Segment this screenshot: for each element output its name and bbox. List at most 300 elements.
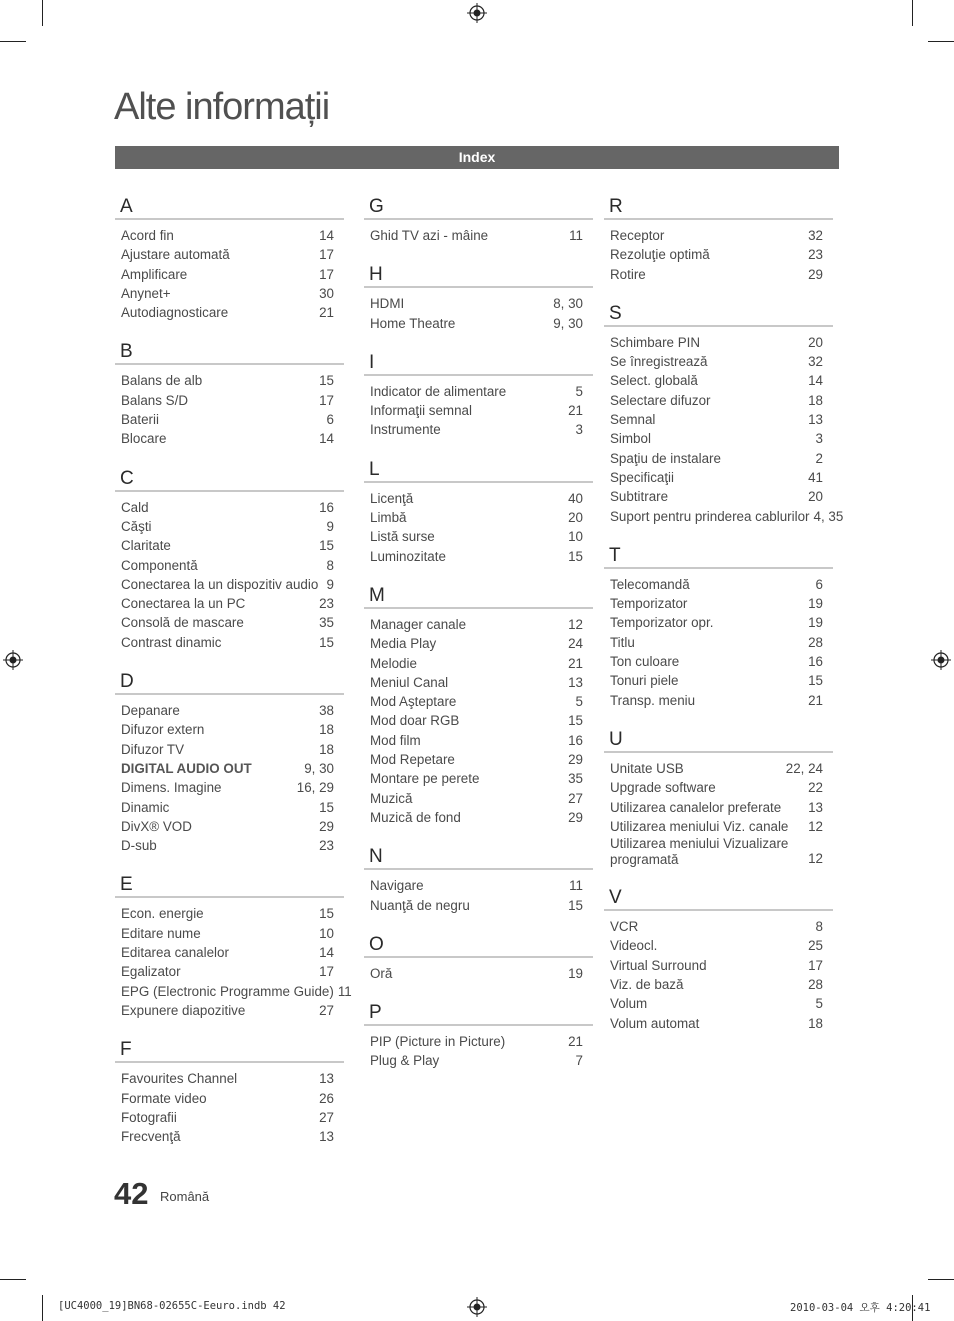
entry-list [364,288,593,333]
entry-pages: 11 [569,878,583,894]
entry-term: Subtitrare [610,489,669,505]
entry-term: Ghid TV azi - mâine [370,228,489,243]
index-entry [364,615,593,634]
entry-pages: 32 [808,228,823,243]
index-entry [364,692,593,711]
entry-pages: 13 [808,799,823,815]
entry-term: Se înregistrează [610,354,708,370]
index-entry [604,333,833,352]
index-entry [604,817,833,836]
date-slug: 2010-03-04 오후 4:20:41 [790,1302,931,1314]
entry-term: Claritate [121,538,171,554]
entry-pages: 5 [575,694,583,710]
crop-mark [42,0,43,26]
entry-pages: 9 [326,518,334,534]
entry-pages: 11 [569,228,583,243]
entry-term: Autodiagnosticare [121,305,229,321]
entry-term: DIGITAL AUDIO OUT [121,760,252,776]
entry-pages: 15 [319,906,334,922]
index-entry [604,352,833,371]
entry-term: Utilizarea canalelor preferate [610,799,782,815]
entry-pages: 20 [808,489,823,505]
section-letter: B [120,341,133,363]
index-entry [115,982,352,1001]
entry-pages: 40 [568,490,583,506]
index-entry [115,226,344,245]
entry-pages: 14 [808,373,823,389]
entry-pages: 17 [319,392,334,408]
index-entry [115,429,344,448]
index-entry [604,759,833,778]
entry-pages: 16 [568,732,583,748]
crop-mark [912,0,913,26]
entry-pages: 16 [319,499,334,515]
entry-term: Contrast dinamic [121,634,222,650]
index-entry [364,547,593,566]
registration-mark-icon [3,650,23,670]
entry-pages: 20 [568,510,583,526]
index-section-s [604,302,844,526]
entry-pages: 15 [319,538,334,554]
entry-term: Limbă [370,510,407,526]
file-slug: [UC4000_19]BN68-02655C-Eeuro.indb 42 [58,1300,286,1312]
entry-pages: 2 [815,450,823,466]
page-number: 42 [114,1176,149,1211]
index-section-r [604,196,833,284]
entry-pages: 38 [319,703,334,719]
entry-pages: 14 [319,431,334,447]
section-letter: N [369,846,383,868]
entry-pages: 24 [568,636,583,652]
entry-term: D-sub [121,838,157,854]
index-entry [115,371,344,390]
index-entry [115,904,344,923]
entry-term: Muzică de fond [370,809,461,825]
entry-list [604,911,833,1033]
index-section-u [604,729,833,868]
entry-pages: 23 [319,838,334,854]
entry-term: Balans S/D [121,392,188,408]
index-entry [604,487,833,506]
index-entry [604,994,833,1013]
registration-mark-icon [931,650,951,670]
index-entry [364,489,593,508]
index-entry [364,750,593,769]
index-entry [604,917,833,936]
index-entry [604,226,833,245]
entry-pages: 29 [319,818,334,834]
entry-term: Formate video [121,1090,207,1106]
entry-pages: 6 [326,412,334,428]
entry-pages: 25 [808,938,823,954]
entry-pages: 8 [815,919,823,935]
index-entry [364,226,593,245]
index-entry [115,720,344,739]
entry-term: EPG (Electronic Programme Guide) [121,983,334,999]
entry-pages: 19 [568,965,583,981]
entry-pages: 18 [808,392,823,408]
index-section-l [364,459,593,566]
entry-list [364,870,593,915]
index-entry [364,769,593,788]
entry-pages: 5 [575,383,583,399]
index-entry [364,401,593,420]
index-section-p [364,1002,593,1071]
entry-pages: 41 [808,469,823,485]
index-section-c [115,468,344,652]
entry-term: Editare nume [121,925,201,941]
page-title: Alte informații [114,86,330,128]
index-entry [604,836,833,868]
index-entry [604,633,833,652]
index-entry [604,778,833,797]
entry-pages: 21 [808,692,823,708]
entry-term: Utilizarea meniului Vizualizare programată [610,836,789,868]
entry-pages: 23 [808,247,823,263]
index-entry [604,429,833,448]
entry-term: Blocare [121,431,167,447]
section-letter: U [609,728,623,750]
entry-pages: 14 [319,228,334,243]
index-entry [115,962,344,981]
entry-term: Consolă de mascare [121,615,244,631]
section-letter: I [369,351,375,373]
entry-pages: 8, 30 [553,296,583,312]
index-entry [604,652,833,671]
entry-term: Virtual Surround [610,957,707,973]
entry-term: Frecvenţă [121,1129,181,1145]
index-entry [364,711,593,730]
entry-pages: 27 [319,1002,334,1018]
entry-pages: 3 [575,422,583,438]
entry-term: VCR [610,919,639,935]
entry-term: Utilizarea meniului Viz. canale [610,818,789,834]
entry-pages: 21 [568,655,583,671]
registration-mark-icon [467,1297,487,1317]
entry-pages: 13 [808,412,823,428]
entry-pages: 9, 30 [304,760,334,776]
index-entry [604,594,833,613]
entry-term: Simbol [610,431,651,447]
entry-term: Mod Repetare [370,752,455,768]
entry-term: Select. globală [610,373,698,389]
index-entry [115,498,344,517]
entry-pages: 19 [808,615,823,631]
entry-list [115,898,352,1020]
entry-list [364,958,593,983]
entry-pages: 6 [815,576,823,592]
entry-term: Home Theatre [370,315,456,331]
index-entry [604,449,833,468]
index-entry [604,691,833,710]
index-entry [115,594,344,613]
index-entry [364,731,593,750]
index-section-o [364,934,593,983]
section-letter: D [120,671,134,693]
index-entry [115,536,344,555]
index-entry [115,759,344,778]
entry-pages: 18 [319,741,334,757]
entry-pages: 12 [808,850,823,866]
entry-term: Specificaţii [610,469,675,485]
index-entry [604,936,833,955]
entry-pages: 29 [568,809,583,825]
entry-term: Plug & Play [370,1053,440,1069]
entry-term: Rotire [610,266,646,282]
index-entry [604,371,833,390]
index-section-d [115,671,344,855]
section-letter: A [120,196,133,217]
entry-pages: 17 [319,964,334,980]
index-entry [364,876,593,895]
section-letter: M [369,584,385,606]
index-column-1 [115,196,352,1165]
entry-term: Viz. de bază [610,977,684,993]
index-entry [115,1089,344,1108]
index-entry [115,1001,344,1020]
entry-pages: 8 [326,557,334,573]
entry-term: Mod Aşteptare [370,694,457,710]
entry-pages: 27 [319,1109,334,1125]
entry-pages: 29 [568,752,583,768]
entry-list [115,695,344,855]
index-column-2 [364,196,593,1090]
entry-term: Spaţiu de instalare [610,450,721,466]
entry-term: Oră [370,965,393,981]
index-entry [604,507,844,526]
entry-term: Econ. energie [121,906,204,922]
entry-term: Listă surse [370,529,435,545]
section-letter: C [120,467,134,489]
index-section-v [604,887,833,1033]
index-entry [115,613,344,632]
entry-list [604,753,833,868]
index-section-a [115,196,344,322]
entry-term: Schimbare PIN [610,334,701,350]
entry-pages: 16 [808,654,823,670]
entry-term: Transp. meniu [610,692,696,708]
entry-list [364,609,593,827]
entry-pages: 15 [568,897,583,913]
entry-pages: 19 [808,596,823,612]
entry-term: Tonuri piele [610,673,679,689]
entry-term: Indicator de alimentare [370,383,507,399]
entry-pages: 12 [568,616,583,632]
entry-term: Temporizator [610,596,688,612]
entry-pages: 21 [568,1034,583,1050]
entry-term: Receptor [610,228,665,243]
entry-pages: 10 [319,925,334,941]
entry-pages: 15 [568,548,583,564]
entry-term: Egalizator [121,964,181,980]
entry-pages: 15 [319,634,334,650]
entry-term: Media Play [370,636,437,652]
page-language: Română [160,1189,210,1204]
index-entry [115,284,344,303]
index-entry [364,964,593,983]
index-entry [364,673,593,692]
entry-term: Luminozitate [370,548,446,564]
section-letter: H [369,264,383,286]
entry-list [115,492,344,652]
index-entry [115,391,344,410]
entry-term: Ajustare automată [121,247,230,263]
entry-term: Instrumente [370,422,441,438]
index-entry [604,1014,833,1033]
index-entry [115,1069,344,1088]
entry-term: Editarea canalelor [121,945,229,961]
entry-term: Muzică [370,790,413,806]
entry-term: Suport pentru prinderea cablurilor [610,508,810,524]
index-entry [115,1127,344,1146]
entry-pages: 28 [808,634,823,650]
section-letter: O [369,933,384,955]
entry-pages: 13 [319,1071,334,1087]
entry-pages: 5 [815,996,823,1012]
crop-mark [0,1279,26,1280]
entry-term: Temporizator opr. [610,615,714,631]
crop-mark [42,1295,43,1321]
index-entry [115,924,344,943]
entry-term: Navigare [370,878,424,894]
entry-term: Dinamic [121,799,170,815]
section-letter: L [369,458,380,480]
section-letter: P [369,1002,382,1024]
entry-pages: 30 [319,285,334,301]
entry-term: Căşti [121,518,152,534]
entry-list [364,376,593,440]
index-entry [364,1051,593,1070]
entry-term: DivX® VOD [121,818,192,834]
entry-term: Unitate USB [610,760,684,776]
index-column-3 [604,196,844,1052]
entry-list [604,569,833,710]
index-entry [604,575,833,594]
entry-pages: 3 [815,431,823,447]
entry-pages: 35 [568,771,583,787]
entry-pages: 17 [319,266,334,282]
entry-pages: 18 [808,1015,823,1031]
entry-term: Telecomandă [610,576,690,592]
entry-pages: 28 [808,977,823,993]
entry-term: Anynet+ [121,285,171,301]
entry-term: Semnal [610,412,656,428]
index-entry [604,410,833,429]
entry-pages: 26 [319,1090,334,1106]
entry-term: Cald [121,499,149,515]
index-section-e [115,874,352,1020]
index-section-g [364,196,593,245]
entry-list [604,327,844,526]
entry-term: Dimens. Imagine [121,780,222,796]
registration-mark-icon [467,3,487,23]
entry-pages: 27 [568,790,583,806]
index-entry [364,420,593,439]
entry-term: Componentă [121,557,198,573]
index-entry [364,294,593,313]
index-section-h [364,264,593,333]
index-entry [364,382,593,401]
index-entry [364,808,593,827]
entry-pages: 12 [808,818,823,834]
entry-term: Baterii [121,412,159,428]
entry-pages: 16, 29 [296,780,334,796]
index-section-t [604,545,833,710]
index-entry [604,613,833,632]
index-entry [364,1032,593,1051]
entry-pages: 7 [575,1053,583,1069]
entry-term: Upgrade software [610,780,716,796]
index-section-i [364,352,593,440]
entry-pages: 13 [319,1129,334,1145]
entry-pages: 11 [337,983,352,999]
section-letter: E [120,874,133,896]
entry-term: Videocl. [610,938,658,954]
entry-term: Conectarea la un PC [121,596,246,612]
entry-list [115,220,344,322]
entry-term: Balans de alb [121,373,203,389]
index-entry [604,265,833,284]
entry-pages: 23 [319,596,334,612]
entry-pages: 4, 35 [813,508,844,524]
index-entry [115,556,344,575]
entry-term: Amplificare [121,266,188,282]
entry-list [115,365,344,448]
index-entry [364,314,593,333]
index-entry [115,265,344,284]
entry-pages: 22, 24 [785,760,823,776]
entry-list [115,1063,344,1146]
index-entry [115,245,344,264]
section-letter: V [609,887,622,909]
entry-list [364,220,593,245]
entry-term: Rezoluţie optimă [610,247,710,263]
entry-term: Licenţă [370,490,414,506]
entry-list [604,220,833,284]
entry-term: Expunere diapozitive [121,1002,246,1018]
section-letter: S [609,302,622,324]
entry-pages: 14 [319,945,334,961]
index-entry [604,975,833,994]
entry-pages: 15 [319,799,334,815]
index-entry [604,956,833,975]
entry-pages: 9 [326,576,334,592]
entry-pages: 29 [808,266,823,282]
index-header-bar: Index [115,146,839,169]
entry-pages: 17 [808,957,823,973]
entry-term: Ton culoare [610,654,680,670]
entry-pages: 21 [568,403,583,419]
section-letter: F [120,1039,132,1061]
entry-pages: 32 [808,354,823,370]
index-entry [364,634,593,653]
entry-term: Difuzor TV [121,741,185,757]
index-entry [115,517,344,536]
index-entry [115,943,344,962]
index-section-n [364,846,593,915]
index-entry [115,633,344,652]
entry-list [364,483,593,566]
index-entry [604,468,833,487]
entry-pages: 13 [568,674,583,690]
entry-pages: 17 [319,247,334,263]
section-letter: G [369,196,384,217]
index-entry [115,798,344,817]
index-section-f [115,1039,344,1146]
index-entry [604,798,833,817]
section-letter: T [609,544,621,566]
entry-term: Nuanţă de negru [370,897,470,913]
